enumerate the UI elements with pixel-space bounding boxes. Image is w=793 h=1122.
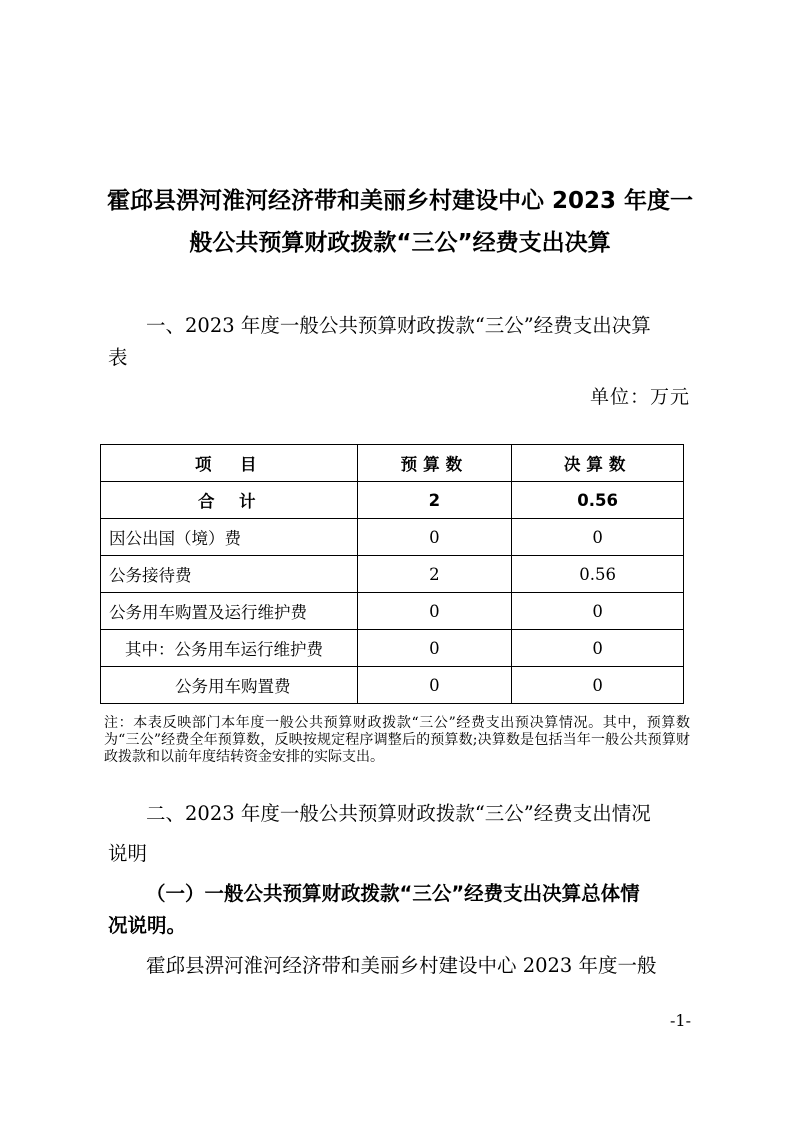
header-item: 项 目 <box>101 445 358 482</box>
section-1-heading-cont: 表 <box>108 346 128 369</box>
row-actual: 0.56 <box>512 556 684 593</box>
table-row <box>101 556 684 593</box>
table-total-row <box>101 482 684 519</box>
header-budget: 预算数 <box>357 445 512 482</box>
three-public-expenses-table <box>100 444 684 704</box>
row-actual: 0 <box>512 630 684 667</box>
row-actual: 0 <box>512 519 684 556</box>
table-row <box>101 519 684 556</box>
total-actual: 0.56 <box>512 482 684 519</box>
subsection-1-heading-cont: 况说明。 <box>108 914 187 937</box>
row-label: 公务用车购置费 <box>101 667 358 704</box>
row-actual: 0 <box>512 593 684 630</box>
document-title-line-1: 霍邱县淠河淮河经济带和美丽乡村建设中心 2023 年度一 <box>106 188 694 214</box>
row-label: 公务接待费 <box>101 556 358 593</box>
table-row <box>101 593 684 630</box>
subsection-1-heading: （一）一般公共预算财政拨款“三公”经费支出决算总体情 <box>146 882 640 905</box>
page-number: -1- <box>670 1011 691 1030</box>
row-budget: 0 <box>357 630 512 667</box>
row-actual: 0 <box>512 667 684 704</box>
row-budget: 0 <box>357 667 512 704</box>
row-label: 因公出国（境）费 <box>101 519 358 556</box>
table-header-row <box>101 445 684 482</box>
table-row <box>101 667 684 704</box>
section-2-heading: 二、2023 年度一般公共预算财政拨款“三公”经费支出情况 <box>146 802 651 825</box>
total-label: 合 计 <box>101 482 358 519</box>
total-budget: 2 <box>357 482 512 519</box>
unit-label: 单位：万元 <box>589 386 690 408</box>
section-2-heading-cont: 说明 <box>108 842 148 865</box>
header-actual: 决算数 <box>512 445 684 482</box>
row-label: 其中：公务用车运行维护费 <box>101 630 358 667</box>
section-1-heading: 一、2023 年度一般公共预算财政拨款“三公”经费支出决算 <box>146 314 651 337</box>
row-budget: 0 <box>357 519 512 556</box>
table-note: 注：本表反映部门本年度一般公共预算财政拨款“三公”经费支出预决算情况。其中，预算数为“三公”经费全年预算数，反映按规定程序调整后的预算数;决算数是包括当年一般公共预算财政拨款和以前年度结转资金安排的实际支出。 <box>104 715 690 765</box>
row-label: 公务用车购置及运行维护费 <box>101 593 358 630</box>
document-title-line-2: 般公共预算财政拨款“三公”经费支出决算 <box>189 230 611 256</box>
row-budget: 2 <box>357 556 512 593</box>
table-row <box>101 630 684 667</box>
body-paragraph-line: 霍邱县淠河淮河经济带和美丽乡村建设中心 2023 年度一般 <box>146 954 657 977</box>
row-budget: 0 <box>357 593 512 630</box>
